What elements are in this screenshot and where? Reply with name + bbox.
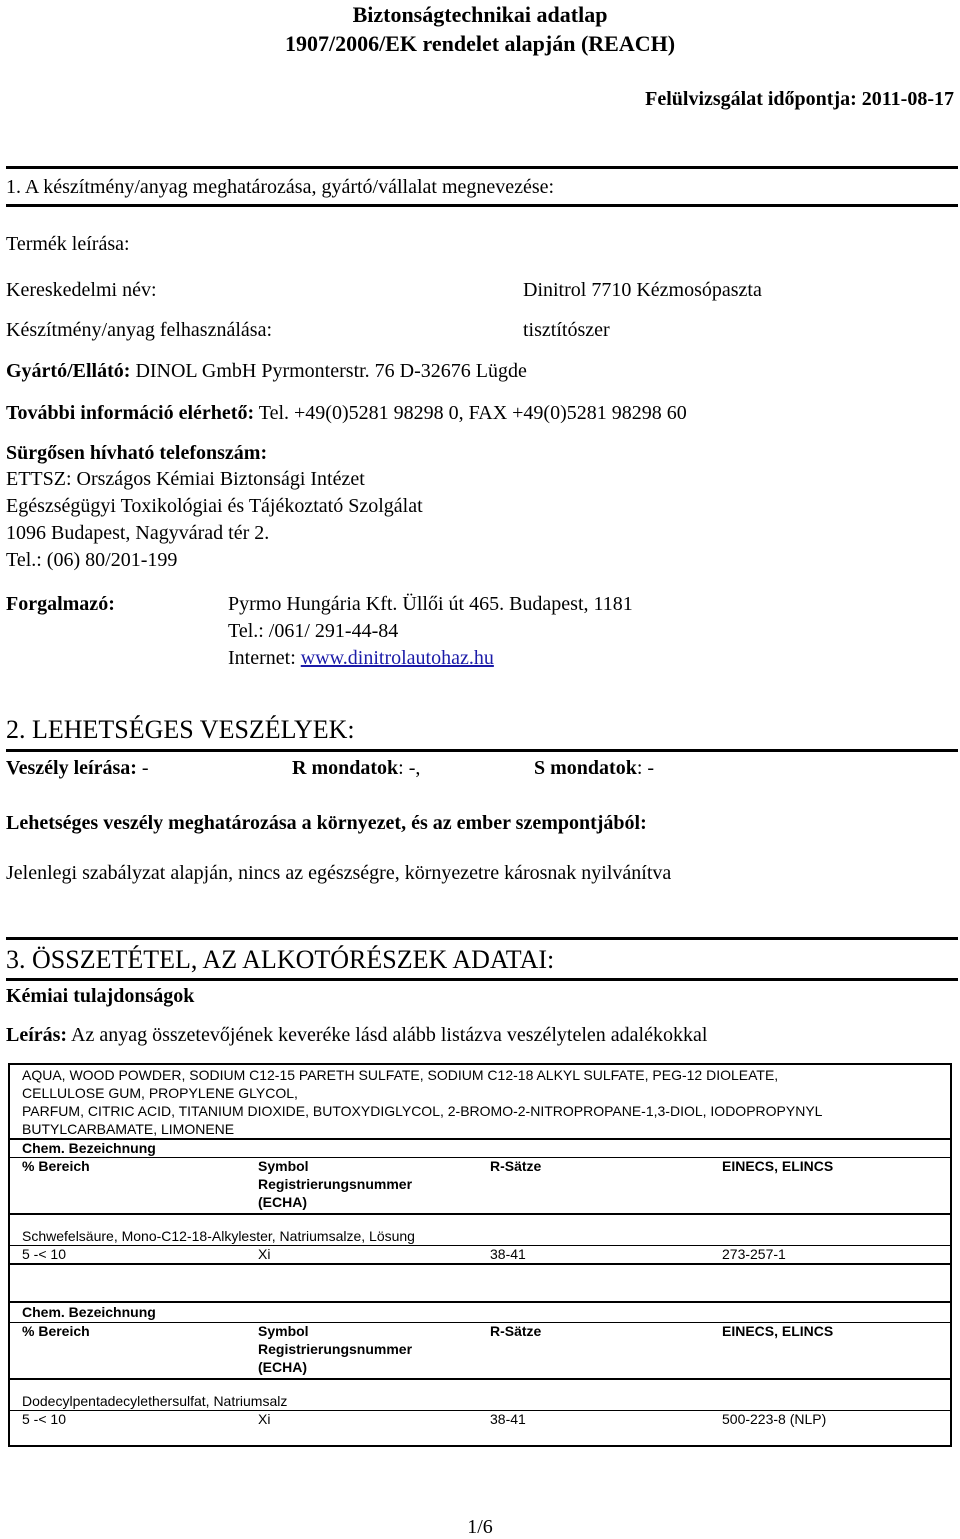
possible-danger-text: Jelenlegi szabályzat alapján, nincs az egészségre, környezetre károsnak nyilvánítva [6, 862, 672, 884]
header-reg-echa: (ECHA) [258, 1359, 307, 1375]
description-value: Az anyag összetevőjének keveréke lásd alább listázva veszélytelen adalékokkal [71, 1024, 708, 1046]
table-rule [10, 1378, 950, 1380]
product-desc-label: Termék leírása: [6, 233, 130, 255]
header-reg: Registrierungsnummer [258, 1341, 413, 1357]
section3-heading: 3. ÖSSZETÉTEL, AZ ALKOTÓRÉSZEK ADATAI: [6, 945, 555, 974]
table-rule [10, 1245, 950, 1246]
header-r: R-Sätze [490, 1323, 542, 1339]
emergency-line: Tel.: (06) 80/201-199 [6, 549, 178, 571]
internet-line [228, 647, 494, 670]
table-rule [10, 1213, 950, 1215]
s-phrases [534, 757, 654, 780]
header-einecs: EINECS, ELINCS [722, 1158, 834, 1174]
header-chem: Chem. Bezeichnung [22, 1140, 156, 1156]
r-label: R mondatok [292, 757, 399, 779]
header-range: % Bereich [22, 1158, 90, 1174]
row-name: Dodecylpentadecylethersulfat, Natriumsalz [22, 1393, 288, 1409]
header-symbol: Symbol [258, 1158, 309, 1174]
more-info-label: További információ elérhető: [6, 402, 255, 424]
section2-heading: 2. LEHETSÉGES VESZÉLYEK: [6, 715, 355, 744]
possible-danger-heading: Lehetséges veszély meghatározása a környezet, és az ember szempontjából: [6, 812, 647, 834]
distributor-label: Forgalmazó: [6, 593, 115, 615]
trade-name-label: Kereskedelmi név: [6, 279, 157, 301]
more-info-line [6, 402, 687, 425]
usage-value: tisztítószer [523, 319, 610, 341]
manufacturer-value: DINOL GmbH Pyrmonterstr. 76 D-32676 Lügde [135, 360, 527, 382]
emergency-label: Sürgősen hívható telefonszám: [6, 442, 268, 464]
ingredients-line: AQUA, WOOD POWDER, SODIUM C12-15 PARETH SULFATE, SODIUM C12-18 ALKYL SULFATE, PEG-12 DIOLEATE, [22, 1067, 779, 1083]
emergency-line: Egészségügyi Toxikológiai és Tájékoztató Szolgálat [6, 495, 423, 517]
r-phrases [292, 757, 420, 780]
row-r: 38-41 [490, 1246, 526, 1262]
header-chem: Chem. Bezeichnung [22, 1304, 156, 1320]
divider [6, 749, 958, 752]
danger-value: - [141, 757, 149, 779]
document-title: Biztonságtechnikai adatlap [352, 2, 608, 27]
divider [6, 204, 958, 207]
trade-name-value: Dinitrol 7710 Kézmosópaszta [523, 279, 762, 301]
header-einecs: EINECS, ELINCS [722, 1323, 834, 1339]
composition-table [8, 1063, 952, 1447]
header-symbol: Symbol [258, 1323, 309, 1339]
header-r: R-Sätze [490, 1158, 542, 1174]
row-range: 5 -< 10 [22, 1411, 66, 1427]
ingredients-line: BUTYLCARBAMATE, LIMONENE [22, 1121, 235, 1137]
divider [6, 978, 958, 981]
internet-label: Internet: [228, 647, 296, 669]
manufacturer-label: Gyártó/Ellátó: [6, 360, 131, 382]
emergency-line: 1096 Budapest, Nagyvárad tér 2. [6, 522, 270, 544]
row-symbol: Xi [258, 1246, 271, 1262]
chem-props-label: Kémiai tulajdonságok [6, 985, 195, 1007]
header-range: % Bereich [22, 1323, 90, 1339]
website-link[interactable]: www.dinitrolautohaz.hu [300, 647, 494, 669]
divider [6, 166, 958, 169]
row-einecs: 273-257-1 [722, 1246, 786, 1262]
row-r: 38-41 [490, 1411, 526, 1427]
usage-label: Készítmény/anyag felhasználása: [6, 319, 272, 341]
page-number: 1/6 [467, 1516, 493, 1538]
manufacturer-line [6, 360, 527, 383]
distributor-line: Tel.: /061/ 291-44-84 [228, 620, 399, 642]
emergency-line: ETTSZ: Országos Kémiai Biztonsági Intézet [6, 468, 365, 490]
ingredients-line: CELLULOSE GUM, PROPYLENE GLYCOL, [22, 1085, 298, 1101]
danger-label: Veszély leírása: [6, 757, 137, 779]
r-value: : -, [398, 757, 421, 779]
document-subtitle: 1907/2006/EK rendelet alapján (REACH) [284, 31, 676, 56]
description-line [6, 1024, 707, 1047]
header-reg-echa: (ECHA) [258, 1194, 307, 1210]
more-info-value: Tel. +49(0)5281 98298 0, FAX +49(0)5281 98298 60 [258, 402, 687, 424]
header-reg: Registrierungsnummer [258, 1176, 413, 1192]
row-einecs: 500-223-8 (NLP) [722, 1411, 827, 1427]
description-label: Leírás: [6, 1024, 68, 1046]
s-value: : - [636, 757, 655, 779]
row-symbol: Xi [258, 1411, 271, 1427]
section1-heading: 1. A készítmény/anyag meghatározása, gyártó/vállalat megnevezése: [6, 176, 555, 198]
danger-line [6, 757, 149, 780]
table-rule [10, 1301, 950, 1303]
ingredients-line: PARFUM, CITRIC ACID, TITANIUM DIOXIDE, BUTOXYDIGLYCOL, 2-BROMO-2-NITROPROPANE-1,3-DIOL, IODOPROPYNYL [22, 1103, 823, 1119]
revision-date: Felülvizsgálat időpontja: 2011-08-17 [645, 88, 954, 110]
distributor-line: Pyrmo Hungária Kft. Üllői út 465. Budapest, 1181 [228, 593, 633, 615]
row-range: 5 -< 10 [22, 1246, 66, 1262]
table-rule [10, 1263, 950, 1265]
divider [6, 937, 958, 940]
s-label: S mondatok [534, 757, 637, 779]
row-name: Schwefelsäure, Mono-C12-18-Alkylester, Natriumsalze, Lösung [22, 1228, 415, 1244]
